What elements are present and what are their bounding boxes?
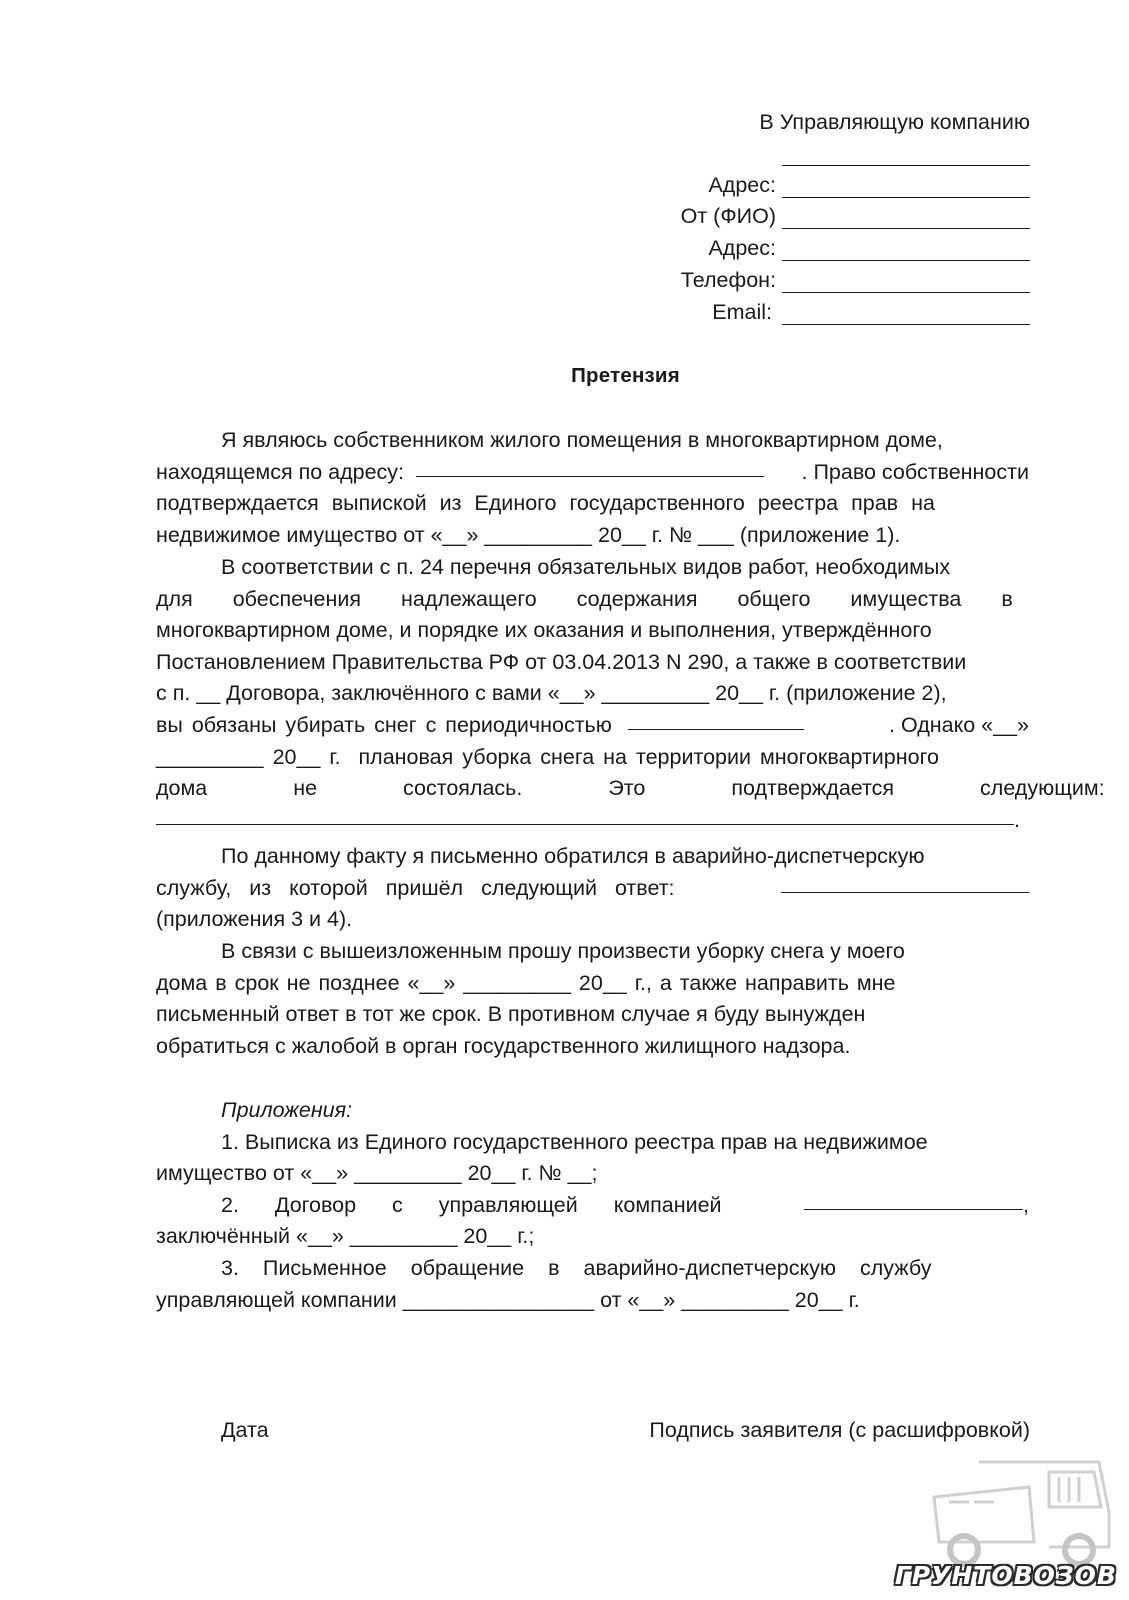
document-title [0,364,1129,388]
text-segment: недвижимое имущество от «__» _________ 20__ г. № ___ (приложение 1). [156,522,901,547]
text-segment: _________ 20__ г. плановая уборка снега на территории многоквартирного [156,744,939,769]
recipient-line: В Управляющую компанию [759,110,1030,134]
attachment-item-2 [156,1190,1029,1222]
field-label: От (ФИО) [680,204,776,228]
text-segment: . Право собственности [801,459,1029,484]
text-segment: заключённый «__» _________ 20__ г.; [156,1224,535,1249]
text-segment: дома не состоялась. Это подтверждается следующим: [156,776,1105,801]
paragraph-1 [156,425,1029,551]
text-line [156,805,1029,837]
text-segment: Приложения: [221,1098,353,1122]
attachment-item-3 [156,1253,1029,1285]
text-segment: 1. Выписка из Единого государственного реестра прав на недвижимое [221,1129,928,1154]
text-line [156,873,1029,905]
text-segment: службу, из которой пришёл следующий ответ: [156,875,675,900]
field-label: Телефон: [680,268,776,292]
attachment-item-1 [156,1127,1029,1159]
text-line [156,425,1029,457]
field-label: Email: [712,300,772,324]
text-segment: По данному факту я письменно обратился в аварийно-диспетчерскую [221,844,925,868]
text-line [156,552,1029,584]
text-segment: (приложения 3 и 4). [156,907,353,932]
text-segment: дома в срок не позднее «__» _________ 20__ г., а также направить мне [156,970,896,995]
text-line [156,488,1029,520]
text-line [156,1031,1029,1063]
text-line [156,968,1029,1000]
text-line [156,841,1029,873]
field-label: Адрес: [708,236,776,260]
text-line [156,678,1029,710]
text-line [156,457,1029,489]
blank-line [628,710,804,730]
header-field-fio [681,203,1030,229]
blank-line [781,873,1029,893]
watermark-logo-text: ГРУНТОВОЗОВ [894,1561,1117,1590]
blank-line [156,805,1014,825]
header-field-address-2 [708,235,1030,261]
text-line [156,904,1029,936]
text-segment: . Однако «__» [889,712,1029,737]
blank-line [782,304,1030,325]
blank-line [782,240,1030,261]
text-line [156,999,1029,1031]
blank-line [782,177,1030,198]
paragraph-3 [156,841,1029,936]
blank-line [782,272,1030,293]
header-field-address [708,172,1030,198]
text-segment: Я являюсь собственником жилого помещения в многоквартирном доме, [221,428,943,452]
text-line [156,936,1029,968]
text-line [156,742,1029,774]
field-label: Адрес: [708,173,776,197]
text-segment: В соответствии с п. 24 перечня обязательных видов работ, необходимых [221,555,951,579]
text-segment: 3. Письменное обращение в аварийно-диспетчерскую службу [221,1255,932,1280]
text-segment: Постановлением Правительства РФ от 03.04.2013 N 290, а также в соответствии [156,649,967,674]
title-text: Претензия [571,364,680,387]
text-segment: вы обязаны убирать снег с периодичностью [156,712,612,737]
text-line [156,1221,1029,1253]
text-segment: находящемся по адресу: [156,459,405,484]
text-segment: 2. Договор с управляющей компанией [221,1192,722,1217]
text-line [156,773,1105,805]
text-segment: для обеспечения надлежащего содержания общего имущества в [156,586,1013,611]
blank-line [804,1190,1023,1210]
attachments-section [156,1095,1029,1316]
attachments-heading [156,1095,1029,1127]
text-segment: имущество от «__» _________ 20__ г. № __; [156,1161,598,1186]
text-line [156,520,1029,552]
text-line [156,647,1029,679]
text-segment: обратиться с жалобой в орган государственного жилищного надзора. [156,1033,851,1058]
date-label: Дата [221,1418,269,1442]
text-segment: многоквартирном доме, и порядке их оказания и выполнения, утверждённого [156,618,932,643]
text-line [156,584,1029,616]
text-segment: управляющей компании ________________ от «__» _________ 20__ г. [156,1287,860,1312]
paragraph-4 [156,936,1029,1062]
text-segment: письменный ответ в тот же срок. В противном случае я буду вынужден [156,1002,866,1027]
text-line [156,1158,1029,1190]
text-line [156,1285,1029,1317]
blank-line [782,145,1030,166]
header-field-email [712,299,1030,325]
text-segment: . [1014,807,1020,832]
text-segment: с п. __ Договора, заключённого с вами «__» _________ 20__ г. (приложение 2), [156,681,947,706]
blank-line [782,208,1030,229]
recipient-name-blank [776,140,1030,166]
text-line [156,615,1029,647]
text-segment: подтверждается выпиской из Единого государственного реестра прав на [156,491,935,516]
text-segment: , [1023,1192,1029,1217]
text-segment: В связи с вышеизложенным прошу произвести уборку снега у моего [221,939,905,963]
header-field-phone [681,267,1030,293]
blank-line [416,457,764,477]
signature-label: Подпись заявителя (с расшифровкой) [649,1418,1030,1442]
text-line [156,710,1029,742]
paragraph-2 [156,552,1105,836]
